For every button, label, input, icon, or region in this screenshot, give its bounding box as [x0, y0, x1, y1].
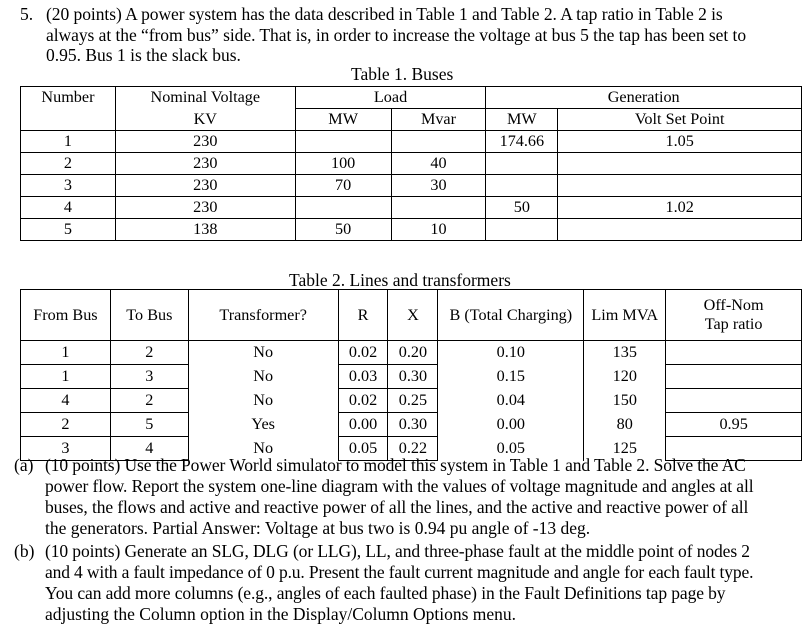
- bus-load-mvar: 30: [391, 175, 486, 197]
- table-row: [21, 153, 802, 175]
- table-row: [21, 197, 802, 219]
- part-b-line-1: (10 points) Generate an SLG, DLG (or LLG), LL, and three-phase fault at the middle point of nodes 2: [45, 541, 750, 561]
- table2-header-row: [21, 290, 802, 341]
- bus-number: 3: [21, 175, 116, 197]
- charging: 0.05: [438, 437, 584, 461]
- resistance: 0.00: [338, 413, 388, 437]
- header-r: R: [338, 290, 388, 341]
- bus-gen-mw: 50: [486, 197, 558, 219]
- lines-table: [20, 289, 802, 461]
- bus-kv: 230: [115, 175, 295, 197]
- is-transformer: No: [188, 389, 338, 413]
- bus-gen-mw: 174.66: [486, 131, 558, 153]
- bus-load-mvar: 40: [391, 153, 486, 175]
- table1-header-row-2: [21, 109, 802, 131]
- buses-table: [20, 86, 802, 241]
- header-tap-ratio: [666, 290, 802, 341]
- table-row: [21, 175, 802, 197]
- charging: 0.15: [438, 365, 584, 389]
- header-lim-mva: Lim MVA: [584, 290, 666, 341]
- table2-caption: Table 2. Lines and transformers: [289, 270, 511, 290]
- header-load-mw: MW: [295, 109, 391, 131]
- tap-ratio: [666, 341, 802, 365]
- bus-gen-mw: [486, 153, 558, 175]
- header-tap-line-2: Tap ratio: [704, 315, 763, 333]
- bus-gen-mw: [486, 175, 558, 197]
- part-a-line-2: power flow. Report the system one-line diagram with the values of voltage magnitude and angles at all: [45, 476, 754, 496]
- resistance: 0.02: [338, 341, 388, 365]
- bus-load-mw: [295, 131, 391, 153]
- bus-load-mw: [295, 197, 391, 219]
- reactance: 0.30: [388, 365, 438, 389]
- resistance: 0.05: [338, 437, 388, 461]
- to-bus: 2: [110, 341, 188, 365]
- bus-load-mw: 50: [295, 219, 391, 241]
- part-b-line-4: adjusting the Column option in the Display/Column Options menu.: [45, 604, 517, 624]
- tap-ratio: [666, 389, 802, 413]
- header-kv: KV: [115, 109, 295, 131]
- resistance: 0.02: [338, 389, 388, 413]
- charging: 0.04: [438, 389, 584, 413]
- lim-mva: 80: [584, 413, 666, 437]
- from-bus: 1: [21, 341, 111, 365]
- header-generation: Generation: [486, 87, 802, 109]
- problem-number: 5.: [20, 4, 34, 24]
- header-transformer: Transformer?: [188, 290, 338, 341]
- bus-number: 1: [21, 131, 116, 153]
- charging: 0.00: [438, 413, 584, 437]
- reactance: 0.22: [388, 437, 438, 461]
- bus-kv: 230: [115, 197, 295, 219]
- header-gen-mw: MW: [486, 109, 558, 131]
- table-row: [21, 389, 802, 413]
- problem-line-2: always at the “from bus” side. That is, in order to increase the voltage at bus 5 the tap has been set to: [46, 25, 747, 45]
- from-bus: 2: [21, 413, 111, 437]
- header-volt-set-point: Volt Set Point: [558, 109, 802, 131]
- reactance: 0.30: [388, 413, 438, 437]
- header-load-mvar: Mvar: [391, 109, 486, 131]
- part-b-line-2: and 4 with a fault impedance of 0 p.u. Present the fault current magnitude and angle for each fault type.: [45, 562, 754, 582]
- header-load: Load: [295, 87, 486, 109]
- header-number: Number: [21, 87, 116, 109]
- part-a-line-4: the generators. Partial Answer: Voltage at bus two is 0.94 pu angle of -13 deg.: [45, 518, 591, 538]
- is-transformer: No: [188, 437, 338, 461]
- table-row: [21, 413, 802, 437]
- header-tap-line-1: Off-Nom: [703, 296, 764, 314]
- to-bus: 3: [110, 365, 188, 389]
- table1-caption: Table 1. Buses: [351, 64, 454, 84]
- tap-ratio: 0.95: [666, 413, 802, 437]
- charging: 0.10: [438, 341, 584, 365]
- bus-kv: 138: [115, 219, 295, 241]
- bus-volt-set-point: 1.02: [558, 197, 802, 219]
- part-a-line-1: (10 points) Use the Power World simulator to model this system in Table 1 and Table 2. Solve the AC: [45, 455, 746, 475]
- reactance: 0.25: [388, 389, 438, 413]
- table-row: [21, 131, 802, 153]
- bus-load-mw: 70: [295, 175, 391, 197]
- from-bus: 1: [21, 365, 111, 389]
- header-from-bus: From Bus: [21, 290, 111, 341]
- from-bus: 3: [21, 437, 111, 461]
- part-a-line-3: buses, the flows and active and reactive power of all the lines, and the active and reactive power of all: [45, 497, 749, 517]
- lim-mva: 135: [584, 341, 666, 365]
- bus-load-mvar: [391, 197, 486, 219]
- bus-kv: 230: [115, 131, 295, 153]
- problem-line-3: 0.95. Bus 1 is the slack bus.: [46, 45, 241, 65]
- part-b-label: (b): [14, 541, 35, 561]
- table-row: [21, 219, 802, 241]
- lim-mva: 125: [584, 437, 666, 461]
- bus-number: 4: [21, 197, 116, 219]
- bus-volt-set-point: 1.05: [558, 131, 802, 153]
- problem-line-1: (20 points) A power system has the data described in Table 1 and Table 2. A tap ratio in Table 2 is: [46, 4, 723, 24]
- header-b: B (Total Charging): [438, 290, 584, 341]
- lim-mva: 120: [584, 365, 666, 389]
- to-bus: 4: [110, 437, 188, 461]
- bus-volt-set-point: [558, 153, 802, 175]
- header-nominal-voltage: Nominal Voltage: [115, 87, 295, 109]
- bus-volt-set-point: [558, 175, 802, 197]
- part-b-line-3: You can add more columns (e.g., angles of each faulted phase) in the Fault Definitions tap page by: [45, 583, 726, 603]
- bus-kv: 230: [115, 153, 295, 175]
- is-transformer: Yes: [188, 413, 338, 437]
- to-bus: 2: [110, 389, 188, 413]
- table1-header-row-1: [21, 87, 802, 109]
- lim-mva: 150: [584, 389, 666, 413]
- header-to-bus: To Bus: [110, 290, 188, 341]
- table-row: [21, 341, 802, 365]
- bus-load-mvar: [391, 131, 486, 153]
- reactance: 0.20: [388, 341, 438, 365]
- bus-number: 5: [21, 219, 116, 241]
- bus-gen-mw: [486, 219, 558, 241]
- bus-volt-set-point: [558, 219, 802, 241]
- bus-number: 2: [21, 153, 116, 175]
- bus-load-mw: 100: [295, 153, 391, 175]
- to-bus: 5: [110, 413, 188, 437]
- table-row: [21, 365, 802, 389]
- is-transformer: No: [188, 341, 338, 365]
- bus-load-mvar: 10: [391, 219, 486, 241]
- header-x: X: [388, 290, 438, 341]
- part-a-label: (a): [14, 455, 34, 475]
- resistance: 0.03: [338, 365, 388, 389]
- from-bus: 4: [21, 389, 111, 413]
- is-transformer: No: [188, 365, 338, 389]
- tap-ratio: [666, 365, 802, 389]
